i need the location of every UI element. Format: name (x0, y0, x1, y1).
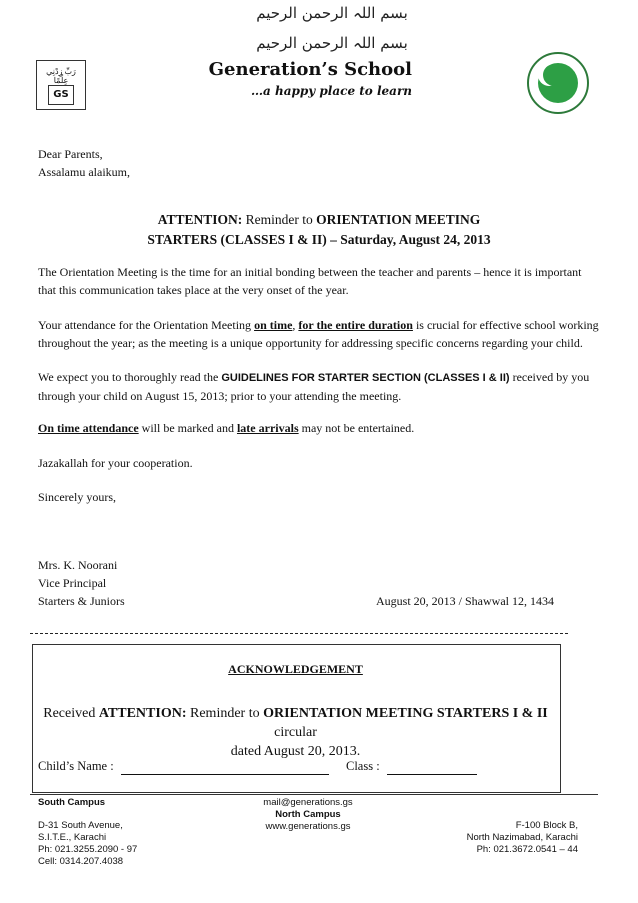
paragraph-attendance (38, 316, 602, 352)
child-name-row (38, 757, 329, 775)
be-the-change-logo (527, 52, 589, 114)
school-name: Generation’s School (208, 59, 412, 80)
heading-orientation: ORIENTATION MEETING (316, 212, 481, 227)
footer-divider (30, 794, 598, 795)
south-campus-title: South Campus (38, 797, 106, 808)
para4-text-b: will be marked and (138, 421, 237, 435)
signer-name: Mrs. K. Noorani (38, 558, 118, 572)
heading-reminder-to: Reminder to (242, 212, 317, 227)
class-row (346, 757, 477, 775)
footer-email[interactable]: mail@generations.gs (263, 797, 353, 808)
footer-website[interactable]: www.generations.gs (265, 821, 351, 832)
para2-on-time: on time (254, 318, 293, 332)
paragraph-orientation-purpose: The Orientation Meeting is the time for an initial bonding between the teacher and parents – hence it is important that this communication takes place at the very onset of the year. (38, 265, 582, 297)
ack-dated: dated August 20, 2013. (230, 744, 361, 759)
letter-heading (0, 210, 638, 250)
salutation-greeting: Assalamu alaikum, (38, 165, 130, 179)
heading-starters-date: STARTERS (CLASSES I & II) – Saturday, August 24, 2013 (147, 232, 491, 247)
para3-text-c: received by you through your child on August 15, 2013; prior to your attending the meeting. (38, 370, 590, 403)
child-name-field[interactable] (121, 760, 329, 775)
para2-text-e: is crucial for effective school working throughout the year; as the meeting is a unique opportunity for addressing specific concerns regarding your child. (38, 318, 599, 350)
closing: Sincerely yours, (38, 490, 116, 504)
para4-late-arrivals: late arrivals (236, 421, 299, 435)
bismillah-top: بسم اللہ الرحمن الرحیم (256, 4, 408, 22)
north-phone: Ph: 021.3672.0541 – 44 (476, 844, 578, 855)
crescent-icon (543, 64, 565, 86)
south-cell: Cell: 0314.207.4038 (38, 856, 124, 867)
para2-text-a: Your attendance for the Orientation Meeting (38, 318, 255, 332)
north-address-line2: North Nazimabad, Karachi (466, 832, 578, 843)
north-campus-title: North Campus (275, 809, 341, 820)
south-address-line2: S.I.T.E., Karachi (38, 832, 107, 843)
ack-meeting-name: ORIENTATION MEETING STARTERS I & II (263, 706, 548, 721)
paragraph-jazakallah: Jazakallah for your cooperation. (38, 456, 193, 470)
crest-gs-letters: GS (48, 85, 74, 105)
ack-received-word: Received (43, 706, 99, 721)
para4-on-time-attendance: On time attendance (38, 421, 139, 435)
signer-department: Starters & Juniors (38, 594, 125, 608)
letter-date: August 20, 2013 / Shawwal 12, 1434 (376, 594, 554, 608)
bismillah-second: بسم اللہ الرحمن الرحیم (256, 34, 408, 52)
signer-title: Vice Principal (38, 576, 107, 590)
paragraph-attendance-policy (38, 419, 602, 437)
acknowledgement-title: ACKNOWLEDGEMENT (228, 662, 363, 676)
south-phone: Ph: 021.3255.2090 - 97 (38, 844, 138, 855)
salutation-dear-parents: Dear Parents, (38, 147, 103, 161)
crest-arabic-text: رَبِّ زِدْنِي عِلْمًا (46, 67, 76, 85)
para3-text-a: We expect you to thoroughly read the (38, 370, 222, 384)
north-address-line1: F-100 Block B, (515, 820, 578, 831)
para2-comma: , (292, 318, 299, 332)
center-contact-block (250, 797, 366, 833)
south-address-line1: D-31 South Avenue, (38, 820, 123, 831)
paragraph-guidelines (38, 368, 602, 405)
ack-circular: circular (274, 725, 317, 740)
para3-guidelines: GUIDELINES FOR STARTER SECTION (CLASSES I & II) (221, 372, 510, 384)
para4-text-d: may not be entertained. (298, 421, 415, 435)
north-campus-block (420, 797, 578, 856)
child-name-label: Child’s Name : (38, 759, 114, 773)
class-field[interactable] (387, 760, 477, 775)
ack-attention: ATTENTION: (98, 706, 187, 721)
south-campus-block (38, 797, 137, 868)
class-label: Class : (346, 759, 380, 773)
school-tagline: …a happy place to learn (251, 84, 412, 98)
para2-entire-duration: for the entire duration (298, 318, 413, 332)
cut-line-divider (30, 633, 568, 634)
heading-attention: ATTENTION: (157, 212, 243, 227)
acknowledgement-statement (32, 704, 559, 761)
school-crest-logo (36, 60, 86, 110)
ack-reminder-to: Reminder to (186, 706, 264, 721)
